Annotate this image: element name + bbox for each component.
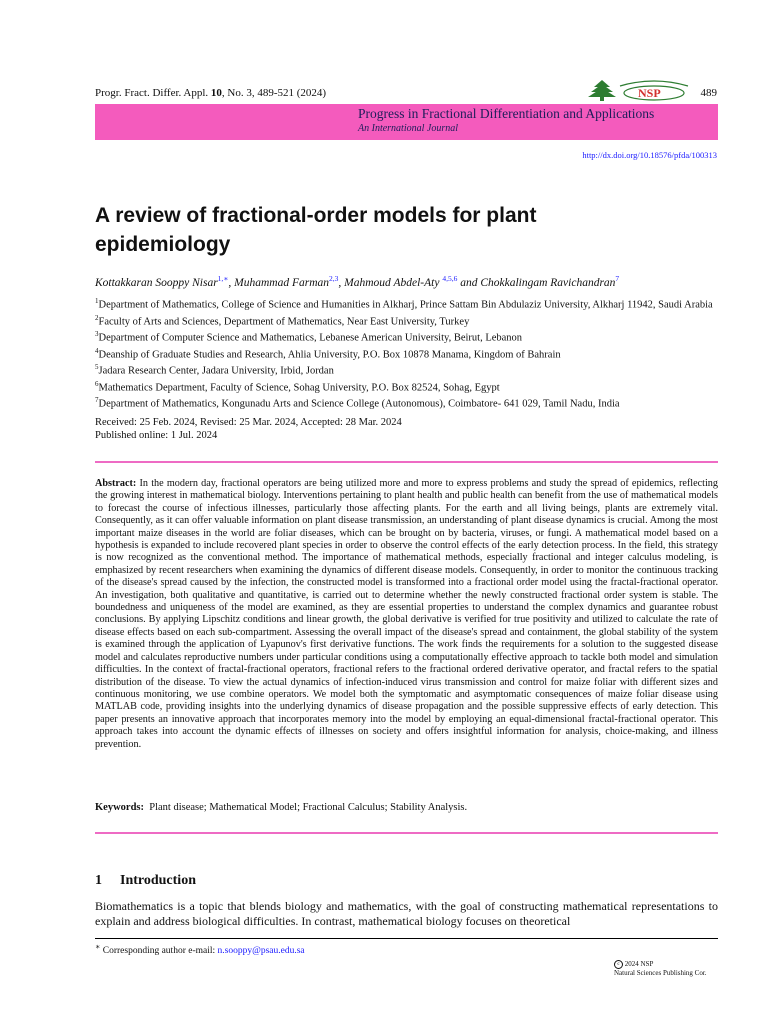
affiliation-item (95, 361, 721, 378)
abstract (95, 478, 718, 751)
author-list (95, 274, 619, 289)
doi-link[interactable]: http://dx.doi.org/10.18576/pfda/100313 (582, 150, 717, 160)
affiliation-number: 4 (95, 346, 99, 355)
affiliation-item (95, 312, 721, 329)
affiliation-text: Deanship of Graduate Studies and Research, Ahlia University, P.O. Box 10878 Manama, Kingdom of Bahrain (98, 349, 561, 360)
keywords-label: Keywords: (95, 802, 144, 813)
publication-dates (95, 416, 402, 442)
journal-subtitle: An International Journal (358, 123, 458, 134)
affiliation-number: 3 (95, 330, 99, 338)
author-sep: and (457, 276, 481, 289)
footnote-mark: ∗ (95, 942, 101, 951)
author-3-affil[interactable]: 4,5,6 (442, 274, 458, 283)
affiliation-text: Faculty of Arts and Sciences, Department of Mathematics, Near East University, Turkey (98, 316, 470, 327)
author-2: Muhammad Farman (234, 276, 330, 289)
affiliation-number: 2 (95, 313, 99, 322)
author-2-affil[interactable]: 2,3 (329, 274, 339, 283)
author-4: Chokkalingam Ravichandran (480, 276, 616, 289)
nsp-logo (588, 77, 700, 103)
introduction-text: Biomathematics is a topic that blends biology and mathematics, with the goal of constructing mathematical representations to explain and address biological difficulties. In contrast, mathematical biology focuses on theoretical (95, 899, 718, 928)
journal-ref-prefix: Progr. Fract. Differ. Appl. (95, 87, 211, 99)
author-1-affil[interactable]: 1,∗ (217, 274, 229, 283)
affiliation-item (95, 378, 721, 395)
journal-volume: 10 (210, 87, 222, 99)
section-title: Introduction (120, 873, 196, 888)
affiliation-text: Department of Computer Science and Mathematics, Lebanese American University, Beirut, Lebanon (98, 332, 523, 344)
journal-reference (95, 87, 326, 99)
affiliation-number: 5 (95, 363, 99, 371)
copyright-icon: c (614, 960, 623, 969)
journal-ref-suffix: , No. 3, 489-521 (2024) (221, 87, 327, 99)
divider (95, 461, 718, 463)
affiliation-text: Jadara Research Center, Jadara University, Irbid, Jordan (98, 365, 334, 377)
affiliation-item (95, 295, 721, 312)
keywords-text: Plant disease; Mathematical Model; Fractional Calculus; Stability Analysis. (149, 802, 468, 813)
affiliation-number: 7 (95, 396, 99, 404)
paper-title: A review of fractional-order models for plant epidemiology (95, 204, 537, 256)
publisher-name: Natural Sciences Publishing Cor. (614, 969, 707, 978)
affiliation-item (95, 345, 721, 362)
author-1: Kottakkaran Sooppy Nisar (95, 276, 218, 289)
copyright-line (614, 960, 707, 969)
abstract-text: In the modern day, fractional operators are being utilized more and more to express problems and study the spread of epidemics, reflecting the growing interest in mathematical biology. Interventions pertaining to plant health and public health can benefit from the use of mathematical models to forecast the course of infectious illnesses, particularly those affecting plants. For the earth and all living beings, plants are extremely vital. Consequently, as it can offer valuable information on plant disease transmission, an understanding of plant disease dynamics is crucial. Among the most important maize diseases in the world are foliar diseases, which can be brought on by bacteria, viruses, or fungi. A mathematical model based on a hypothesis is expanded to include recovered plant species in order to observe the control effects of the early detection process. In the field, this strategy is now recognized as the conventional method. The importance of mathematical methods, especially fractional and integer calculus modeling, is emphasized by recent researchers when examining the dynamics of different disease models. Consequently, in order to monitor the continuous tracking of the disease's spread caused by the infection, the constructed model is transformed into a fractional order model using the fractal-fractional operator. An investigation, both qualitative and quantitative, is carried out to determine whether the newly constructed fractional order system is stable. The boundedness and uniqueness of the model are examined, as they are essential properties to understand the complex dynamics and guarantee robust conclusions. By applying Lipschitz conditions and linear growth, the global derivative is verified for true positivity and utilized to calculate the rate of disease effects based on each sub-compartment. Assessing the overall impact of the disease's spread and containment, the global stability of the system is examined through the application of Lyapunov's first derivative functions. The work finds the requirements for a solution to the suggested disease model and calculates reproductive numbers under particular conditions using a computationally effective approach to tackle both model and simulation difficulties. In the context of fractal-fractional operators, fractional refers to the fractional ordered derivative operator, and fractal refers to the spatial distribution of the disease. To view the actual dynamics of infection-induced virus transmission and control for maize foliar with different sizes and continuous monitoring, we use combine operators. We model both the symptomatic and asymptomatic consequences of maize foliar disease using MATLAB code, providing insights into the underlying dynamics of disease propagation and the possible suppressive effects of early detection. This paper presents an innovative approach that incorporates memory into the model by employing an equal-dimensional fractal-fractional operator. This approach takes into account the dynamic effects of illnesses on society and offers insightful information for analysis, choice-making, and illness prevention. (95, 478, 718, 750)
copyright-year: 2024 NSP (623, 960, 654, 969)
author-sep: , (228, 276, 235, 289)
corresponding-author-footnote (95, 942, 305, 956)
section-number: 1 (95, 873, 102, 888)
affiliation-item (95, 328, 721, 345)
affiliation-number: 1 (95, 297, 99, 305)
footnote-divider (95, 938, 718, 939)
copyright (614, 960, 707, 978)
page-number: 489 (700, 87, 717, 99)
keywords (95, 802, 467, 813)
affiliation-text: Department of Mathematics, College of Science and Humanities in Alkharj, Prince Sattam Bin Abdulaziz University, Alkharj 11942, Saudi Arabia (98, 299, 713, 311)
author-4-affil[interactable]: 7 (615, 274, 620, 283)
affiliation-item (95, 394, 721, 411)
author-sep: , (338, 276, 345, 289)
divider (95, 832, 718, 834)
logo-text: NSP (638, 86, 661, 100)
abstract-label: Abstract: (95, 478, 137, 489)
affiliation-list (95, 295, 721, 411)
journal-title: Progress in Fractional Differentiation and Applications (358, 106, 655, 121)
affiliation-text: Mathematics Department, Faculty of Science, Sohag University, P.O. Box 82524, Sohag, Egypt (98, 382, 500, 393)
footnote-label: Corresponding author e-mail: (100, 946, 218, 957)
affiliation-number: 6 (95, 379, 99, 388)
published-date: Published online: 1 Jul. 2024 (95, 430, 218, 441)
received-dates: Received: 25 Feb. 2024, Revised: 25 Mar. 2024, Accepted: 28 Mar. 2024 (95, 417, 402, 428)
corresponding-email-link[interactable]: n.sooppy@psau.edu.sa (217, 946, 305, 957)
section-heading (95, 873, 196, 889)
affiliation-text: Department of Mathematics, Kongunadu Arts and Science College (Autonomous), Coimbatore- 641 029, Tamil Nadu, India (98, 398, 620, 410)
author-3: Mahmoud Abdel-Aty (344, 276, 443, 289)
